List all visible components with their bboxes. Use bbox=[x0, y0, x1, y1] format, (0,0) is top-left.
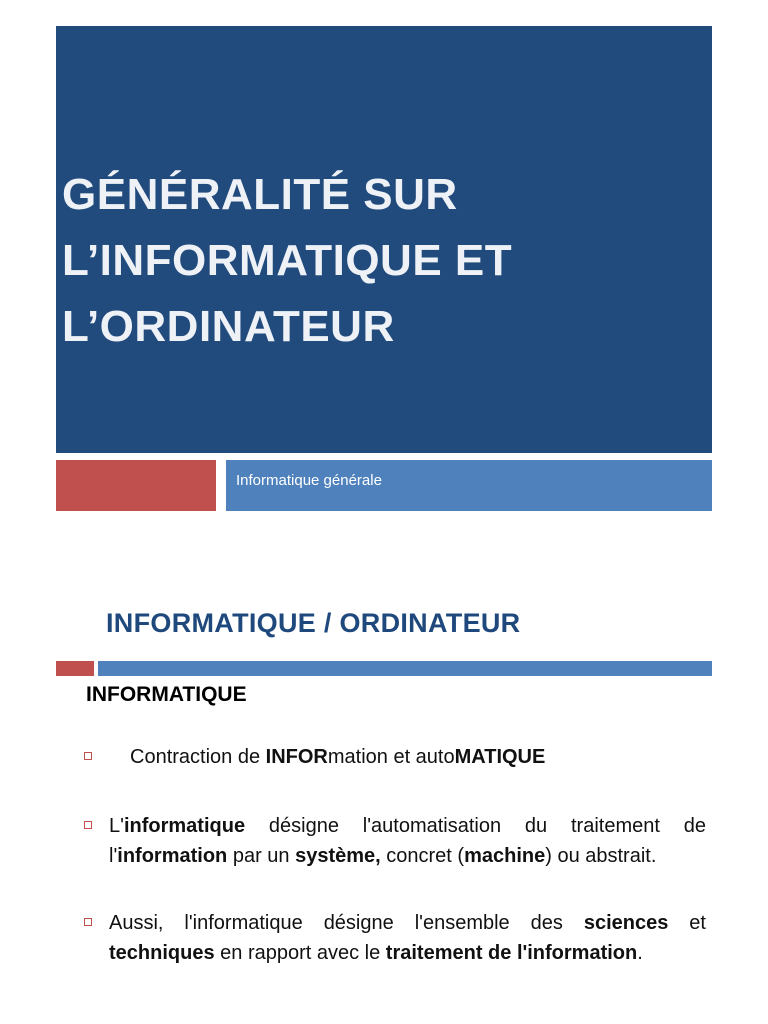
bullet-text-1: Contraction de INFORmation et autoMATIQUE bbox=[130, 746, 546, 768]
slide-heading: INFORMATIQUE / ORDINATEUR bbox=[106, 608, 521, 638]
title-line-1: GÉNÉRALITÉ SUR bbox=[62, 170, 458, 219]
bullet-text-2: L'informatique désigne l'automatisation du traitement de l'information par un système, concret (machine) ou abstrait. bbox=[109, 815, 706, 867]
subtitle-bar bbox=[226, 460, 712, 511]
bullet-square-icon bbox=[84, 821, 92, 829]
accent-bar-red bbox=[56, 460, 216, 511]
section-label: INFORMATIQUE bbox=[86, 683, 247, 706]
bullet-text-3: Aussi, l'informatique désigne l'ensemble des sciences et techniques en rapport avec le traitement de l'information. bbox=[109, 912, 706, 964]
heading-rule-blue bbox=[98, 661, 712, 676]
bullet-item-1 bbox=[84, 742, 706, 772]
slide-subtitle: Informatique générale bbox=[236, 472, 382, 489]
bullet-square-icon bbox=[84, 752, 92, 760]
title-block bbox=[56, 26, 712, 453]
bullet-item-2 bbox=[84, 811, 706, 871]
title-line-3: L’ORDINATEUR bbox=[62, 302, 395, 351]
title-line-2: L’INFORMATIQUE ET bbox=[62, 236, 513, 285]
bullet-item-3 bbox=[84, 908, 706, 968]
slide-title bbox=[62, 162, 702, 360]
heading-rule-red bbox=[56, 661, 94, 676]
bullet-square-icon bbox=[84, 918, 92, 926]
